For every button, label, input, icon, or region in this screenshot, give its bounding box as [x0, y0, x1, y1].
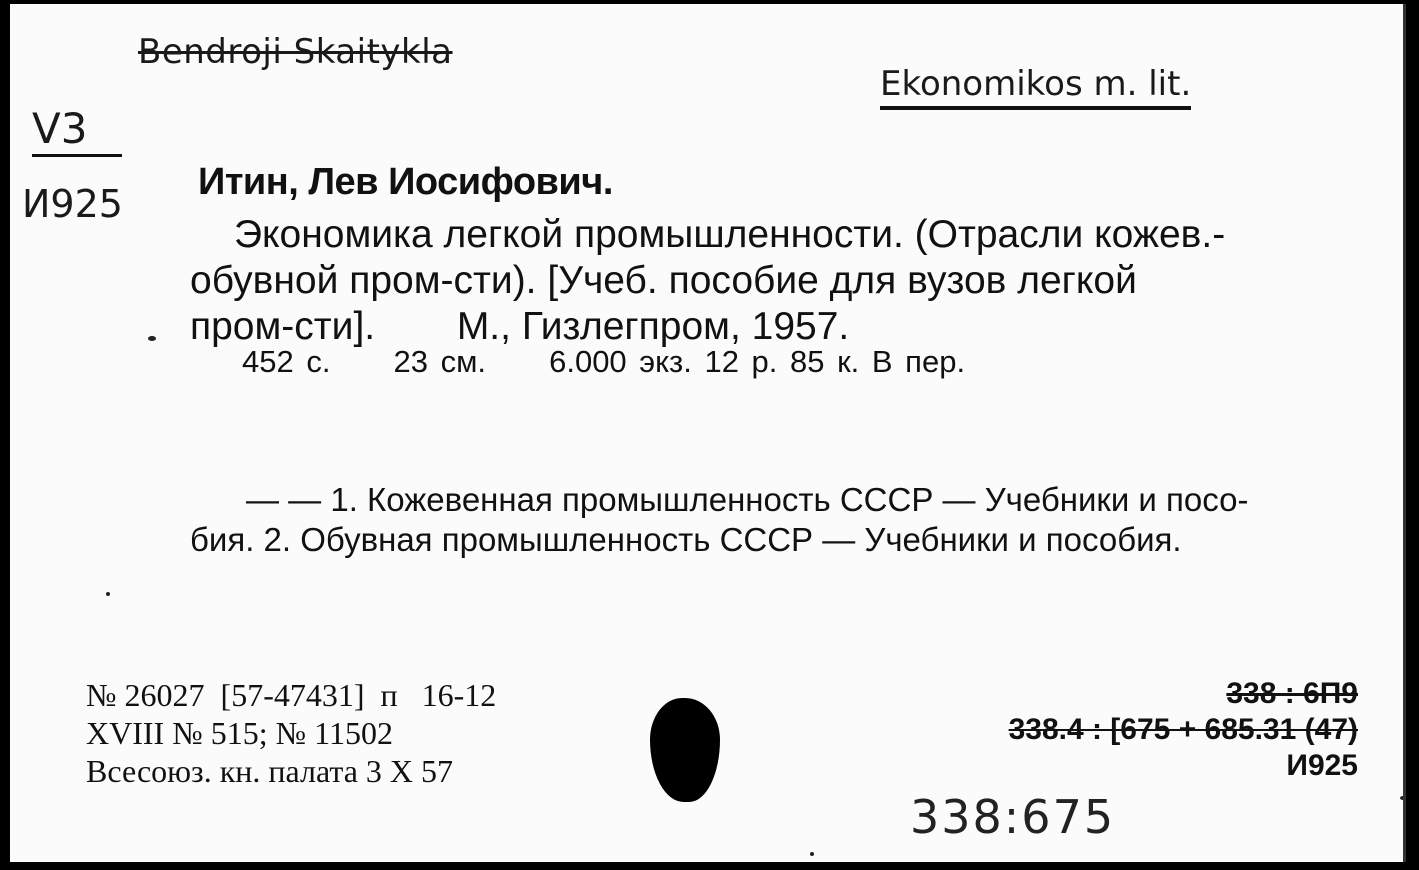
classification-block: [1009, 676, 1358, 784]
handwritten-classification: 338:675: [910, 790, 1116, 844]
ink-speck: [810, 852, 814, 856]
collation-line: 452 с. 23 см. 6.000 экз. 12 р. 85 к. В пер.: [242, 344, 966, 379]
word: легкой: [1017, 259, 1137, 302]
ink-speck: [148, 336, 156, 341]
classification-author-mark: И925: [1286, 749, 1358, 782]
shelf-mark-top: V3: [32, 104, 122, 157]
classification-number: 338.4 : [675 + 685.31 (47): [1008, 713, 1358, 746]
library-stamp-struck: Bendroji Skaitykla: [138, 32, 453, 72]
classification-struck: 338 : 6П9: [1226, 677, 1358, 710]
word: кожев.-: [1094, 213, 1226, 256]
word: пром-сти).: [349, 259, 537, 302]
subjects-line-2: бия. 2. Обувная промышленность СССР — Учебники и пособия.: [190, 521, 1182, 558]
title-line-1: [190, 212, 1360, 258]
word: Экономика: [234, 213, 433, 256]
title-description: [190, 212, 1360, 350]
word: вузов: [907, 259, 1007, 302]
catalog-numbers: [86, 676, 496, 790]
word: пром-сти].: [190, 305, 376, 348]
subjects-line-1: — — 1. Кожевенная промышленность СССР — Учебники и посо-: [246, 481, 1249, 518]
word: М.,: [456, 305, 511, 348]
word: пособие: [668, 259, 819, 302]
word: промышленности.: [574, 213, 904, 256]
author-heading: Итин, Лев Иосифович.: [198, 161, 613, 203]
title-line-2: [190, 258, 1360, 304]
library-section-stamp: Ekonomikos m. lit.: [880, 64, 1191, 110]
shelf-mark-bottom: И925: [22, 182, 123, 226]
catalog-card: [10, 4, 1406, 862]
word: Гизлегпром,: [521, 305, 741, 348]
catalog-line-2: XVIII № 515; № 11502: [86, 715, 393, 751]
word: обувной: [190, 259, 339, 302]
word: (Отрасли: [914, 213, 1084, 256]
subject-headings: [190, 480, 1360, 560]
punch-hole: [650, 698, 720, 802]
word: легкой: [443, 213, 564, 256]
word: [Учеб.: [547, 259, 658, 302]
card-edge: [1403, 4, 1406, 862]
catalog-line-1: № 26027 [57-47431] п 16-12: [86, 677, 497, 713]
word: 1957.: [751, 305, 850, 348]
catalog-line-3: Всесоюз. кн. палата 3 X 57: [86, 753, 453, 789]
word: для: [829, 259, 897, 302]
ink-speck: [106, 592, 110, 596]
